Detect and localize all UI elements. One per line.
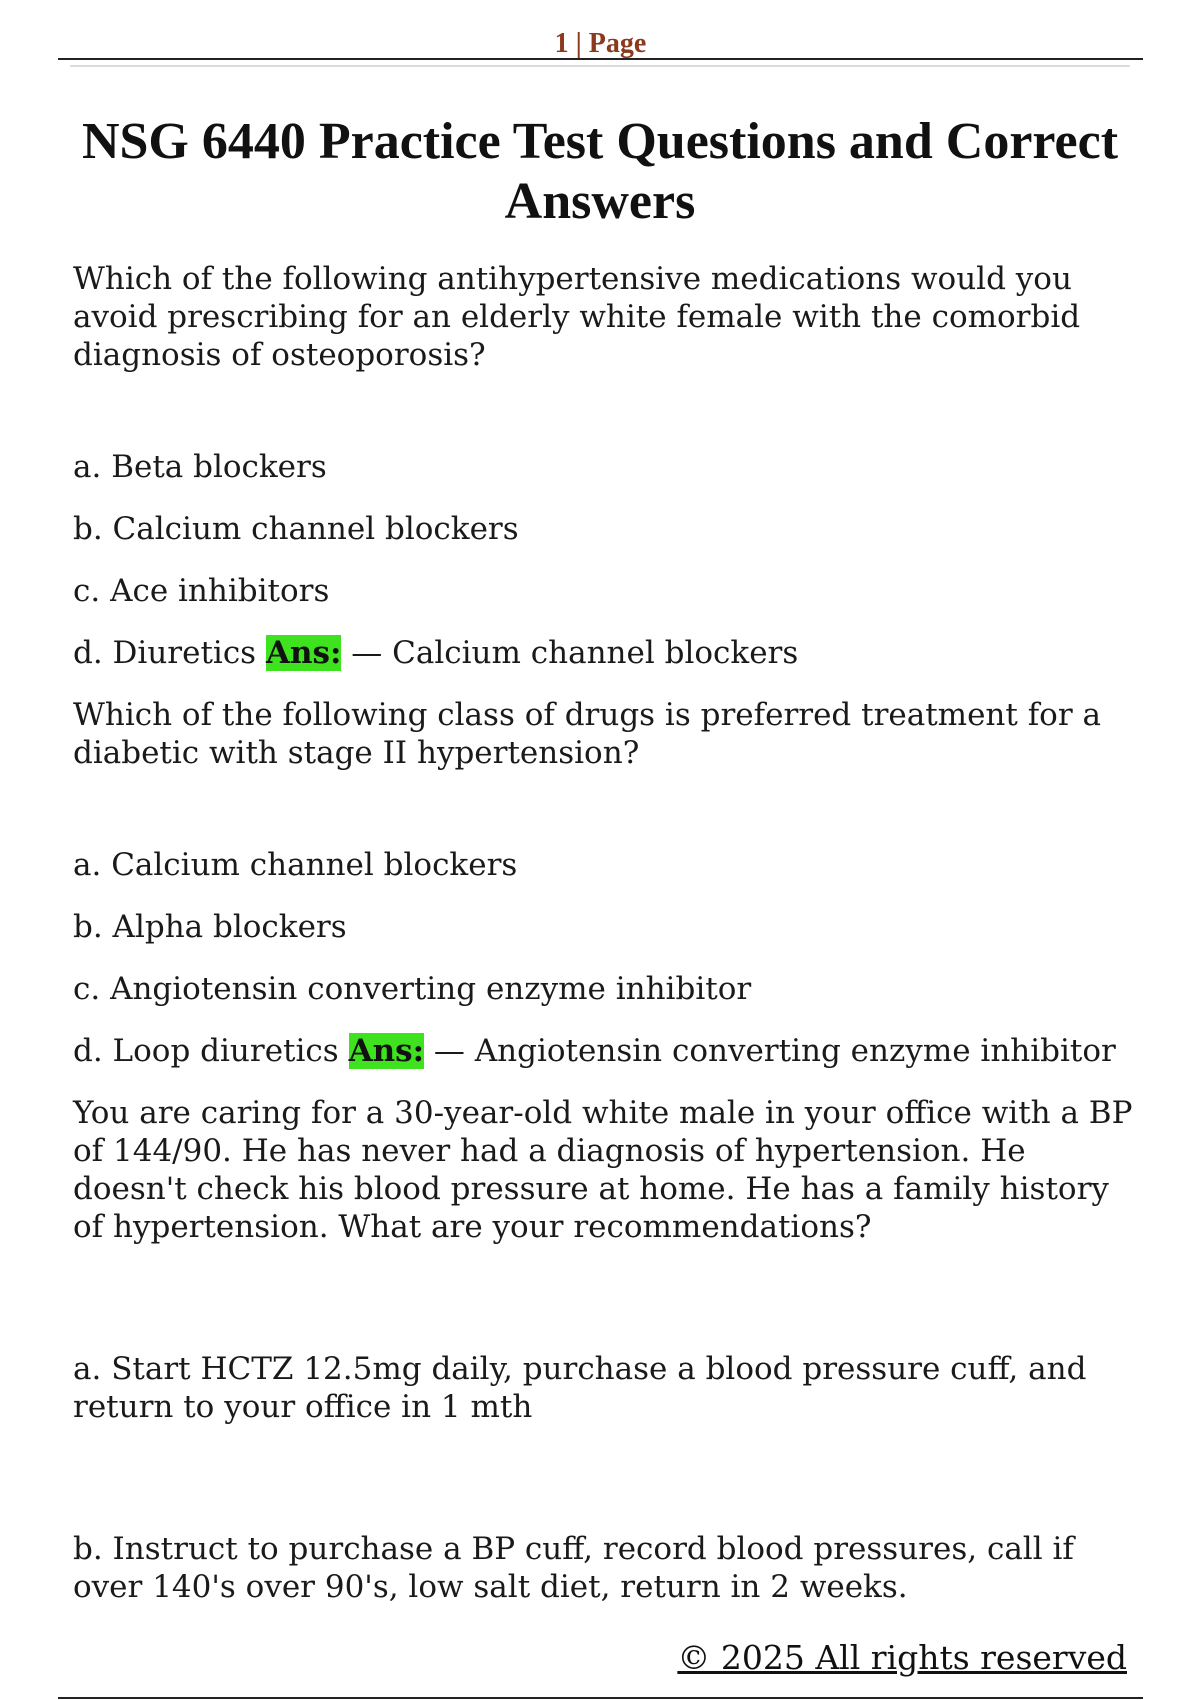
header-divider	[70, 65, 1130, 67]
question-2-answer: — Angiotensin converting enzyme inhibitor	[424, 1033, 1116, 1069]
question-2-option-c: c. Angiotensin converting enzyme inhibitor	[73, 971, 752, 1007]
document-body	[73, 260, 1135, 1606]
question-3-text: You are caring for a 30-year-old white male in your office with a BP of 144/90. He has never had a diagnosis of hypertension. He doesn't check his blood pressure at home. He has a family history of hypertension. What are your recommendations?	[73, 1095, 1133, 1245]
answer-label-1: Ans:	[265, 635, 342, 671]
footer-divider	[58, 1697, 1143, 1699]
question-1-option-a: a. Beta blockers	[73, 449, 327, 485]
page-header	[58, 24, 1143, 60]
question-2-text: Which of the following class of drugs is preferred treatment for a diabetic with stage II hypertension?	[73, 697, 1101, 771]
question-3-option-a: a. Start HCTZ 12.5mg daily, purchase a blood pressure cuff, and return to your office in 1 mth	[73, 1351, 1087, 1425]
question-2-option-b: b. Alpha blockers	[73, 909, 347, 945]
question-2-option-d-line	[73, 1032, 1135, 1070]
question-1-text: Which of the following antihypertensive medications would you avoid prescribing for an elderly white female with the comorbid diagnosis of osteoporosis?	[73, 261, 1081, 373]
answer-label-2: Ans:	[348, 1033, 425, 1069]
question-1-answer: — Calcium channel blockers	[341, 635, 799, 671]
question-2-option-a: a. Calcium channel blockers	[73, 847, 518, 883]
question-2-option-d: d. Loop diuretics	[73, 1033, 339, 1069]
document-title: NSG 6440 Practice Test Questions and Correct Answers	[81, 113, 1119, 230]
question-3-option-b: b. Instruct to purchase a BP cuff, record blood pressures, call if over 140's over 90's, low salt diet, return in 2 weeks.	[73, 1531, 1074, 1605]
copyright-notice: © 2025 All rights reserved	[677, 1638, 1127, 1677]
question-1-option-b: b. Calcium channel blockers	[73, 511, 519, 547]
question-1-option-d: d. Diuretics	[73, 635, 257, 671]
question-1-option-d-line	[73, 634, 1135, 672]
page-number: 1 | Page	[554, 28, 647, 59]
question-1-option-c: c. Ace inhibitors	[73, 573, 330, 609]
